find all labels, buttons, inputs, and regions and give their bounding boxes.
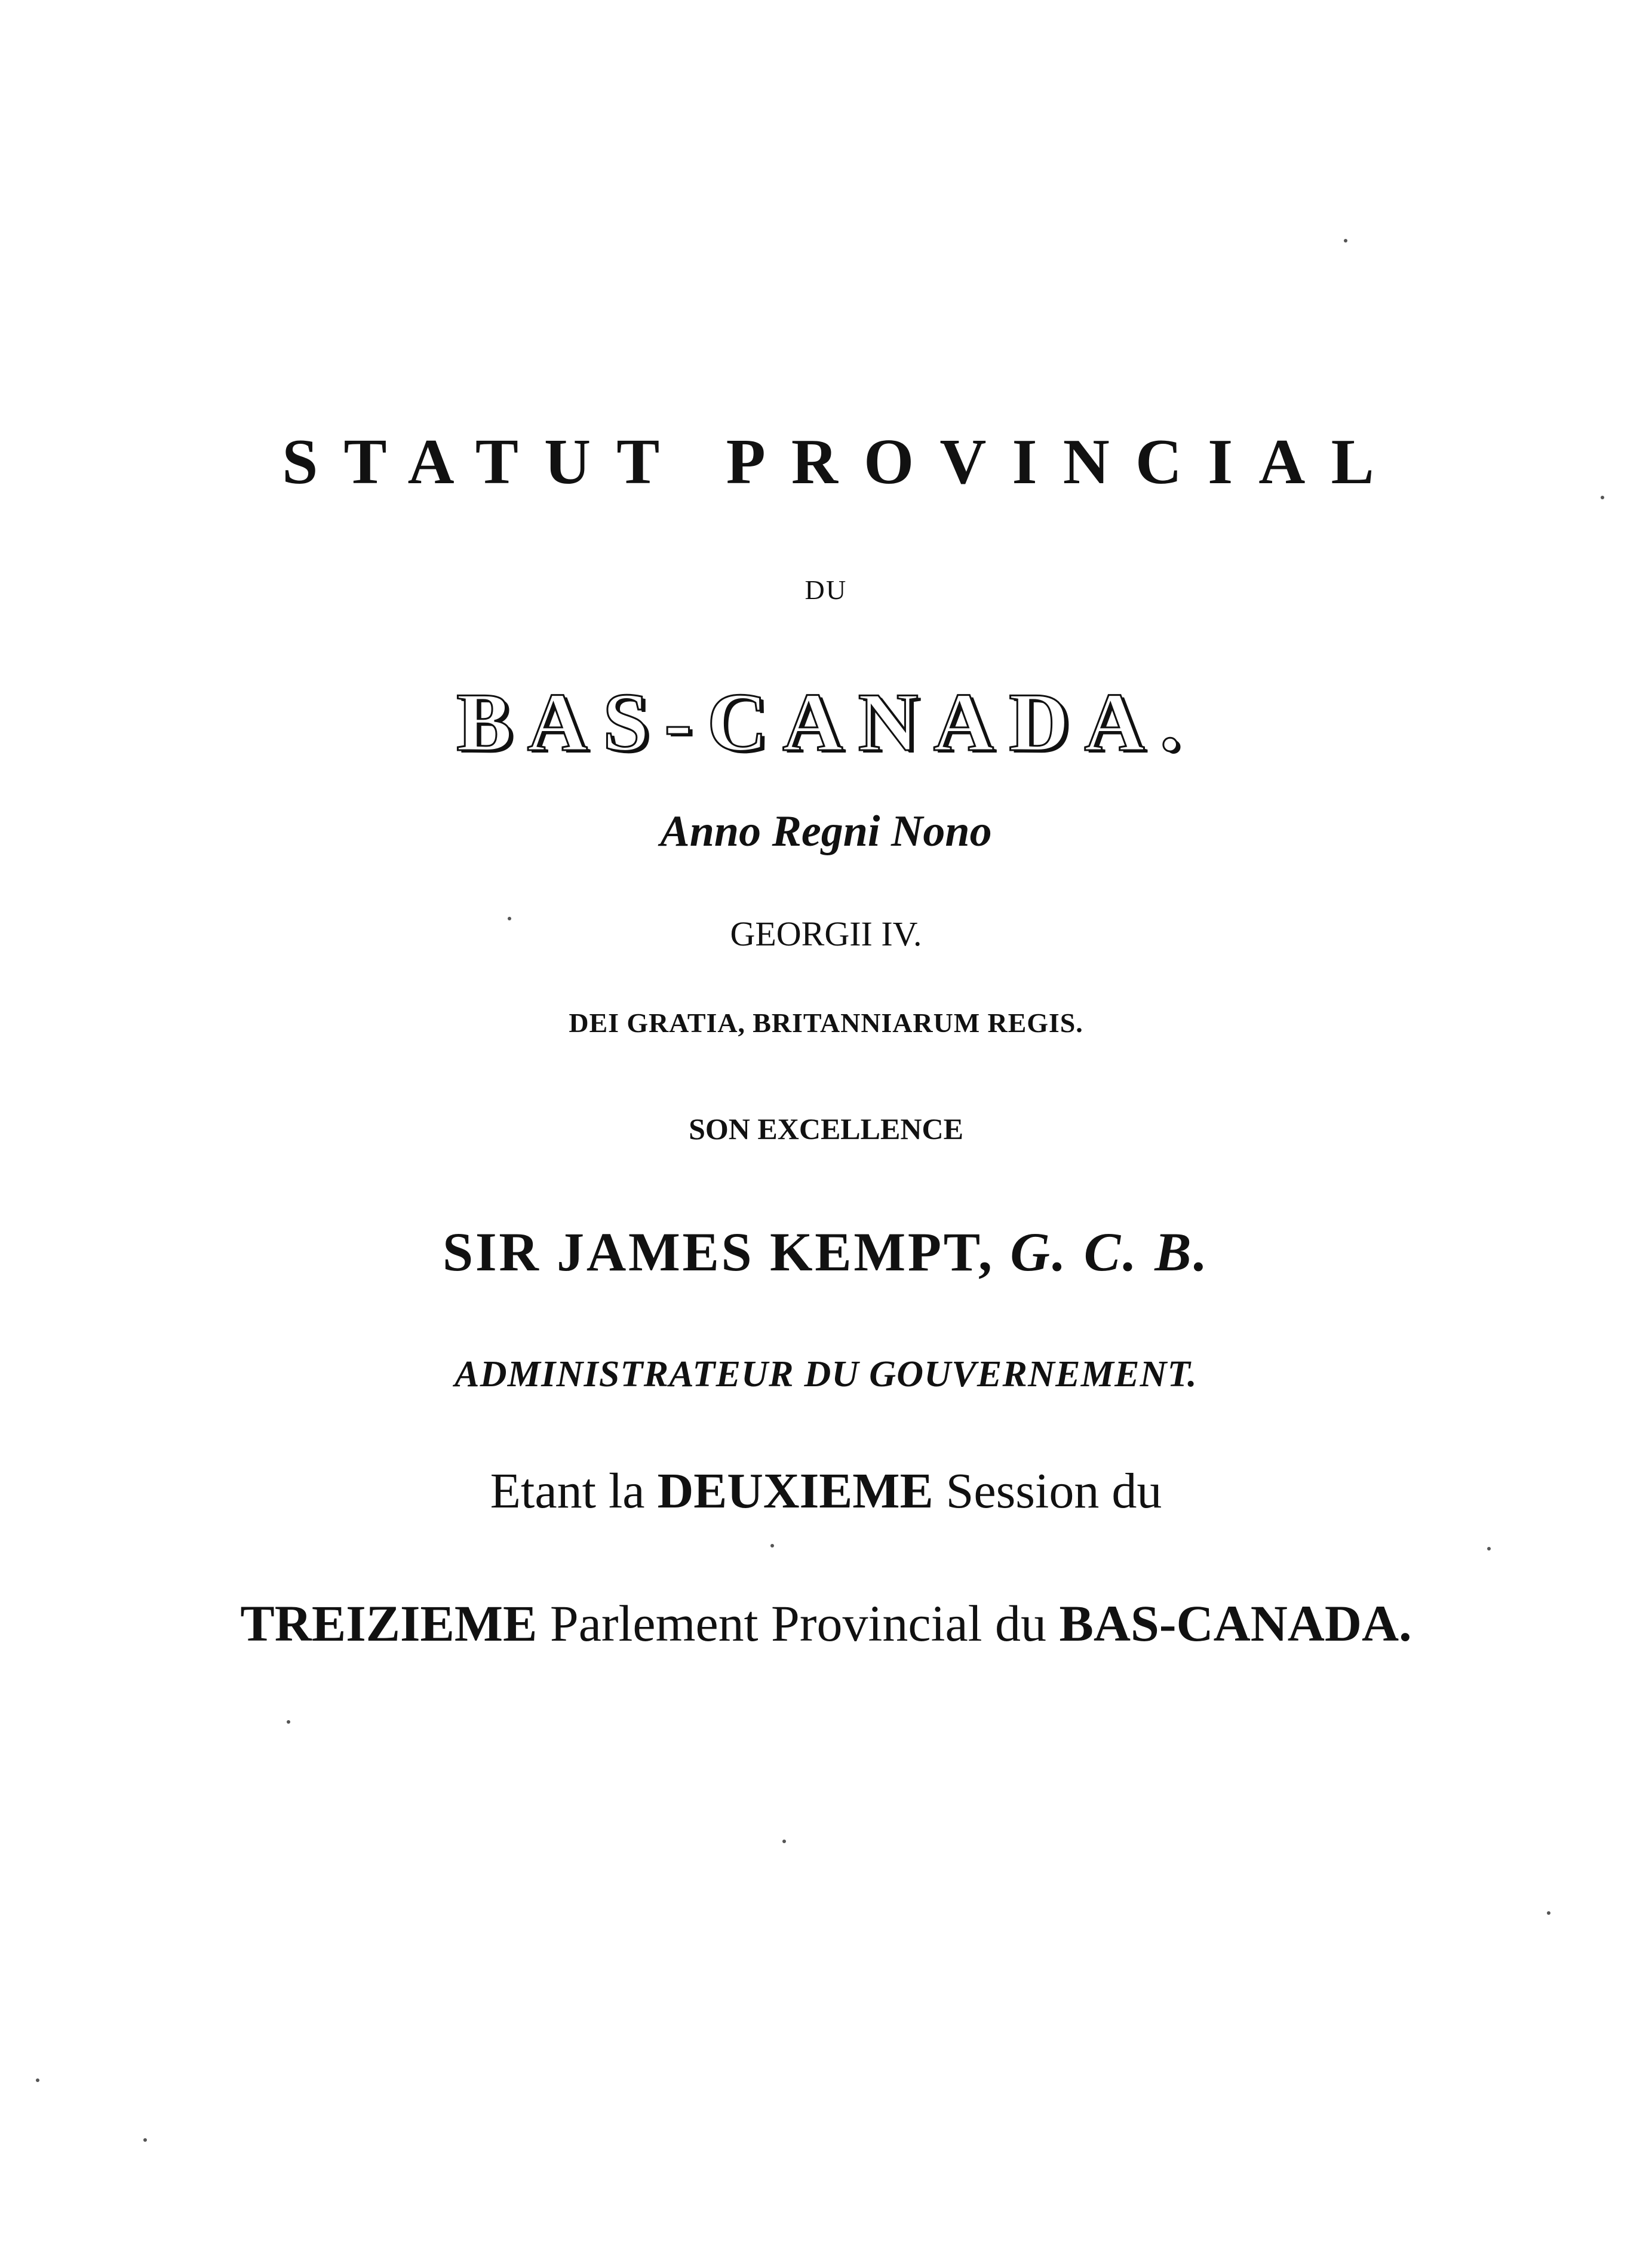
paper-speck xyxy=(143,2138,147,2142)
connector-du: DU xyxy=(804,575,848,605)
statute-heading: STATUT PROVINCIAL xyxy=(282,426,1400,498)
paper-speck xyxy=(1344,239,1347,242)
administrator-name: SIR JAMES KEMPT, xyxy=(443,1221,994,1282)
session-ordinal: DEUXIEME xyxy=(657,1463,934,1519)
anno-regni-line: Anno Regni Nono xyxy=(660,807,992,856)
parliament-middle: Parlement Provincial du xyxy=(537,1595,1060,1652)
paper-speck xyxy=(1601,496,1604,499)
monarch-line: GEORGII IV. xyxy=(730,914,922,953)
parliament-line xyxy=(0,1595,1652,1652)
son-excellence-line: SON EXCELLENCE xyxy=(689,1112,963,1146)
administrator-honour: G. C. B. xyxy=(1010,1221,1209,1282)
session-prefix: Etant la xyxy=(490,1463,658,1519)
paper-speck xyxy=(1547,1911,1550,1915)
paper-speck xyxy=(287,1720,290,1724)
paper-speck xyxy=(770,1544,774,1547)
parliament-province: BAS-CANADA. xyxy=(1059,1595,1412,1652)
administrator-name-line xyxy=(0,1221,1652,1282)
paper-speck xyxy=(508,917,511,920)
paper-speck xyxy=(1487,1547,1491,1550)
dei-gratia-line: DEI GRATIA, BRITANNIARUM REGIS. xyxy=(569,1008,1083,1038)
administrator-title: ADMINISTRATEUR DU GOUVERNEMENT. xyxy=(455,1354,1197,1395)
parliament-ordinal: TREIZIEME xyxy=(240,1595,538,1652)
paper-speck xyxy=(782,1840,786,1843)
province-heading: BAS-CANADA. xyxy=(456,676,1196,769)
paper-speck xyxy=(36,2078,39,2082)
session-suffix: Session du xyxy=(933,1463,1162,1519)
session-line xyxy=(0,1463,1652,1519)
